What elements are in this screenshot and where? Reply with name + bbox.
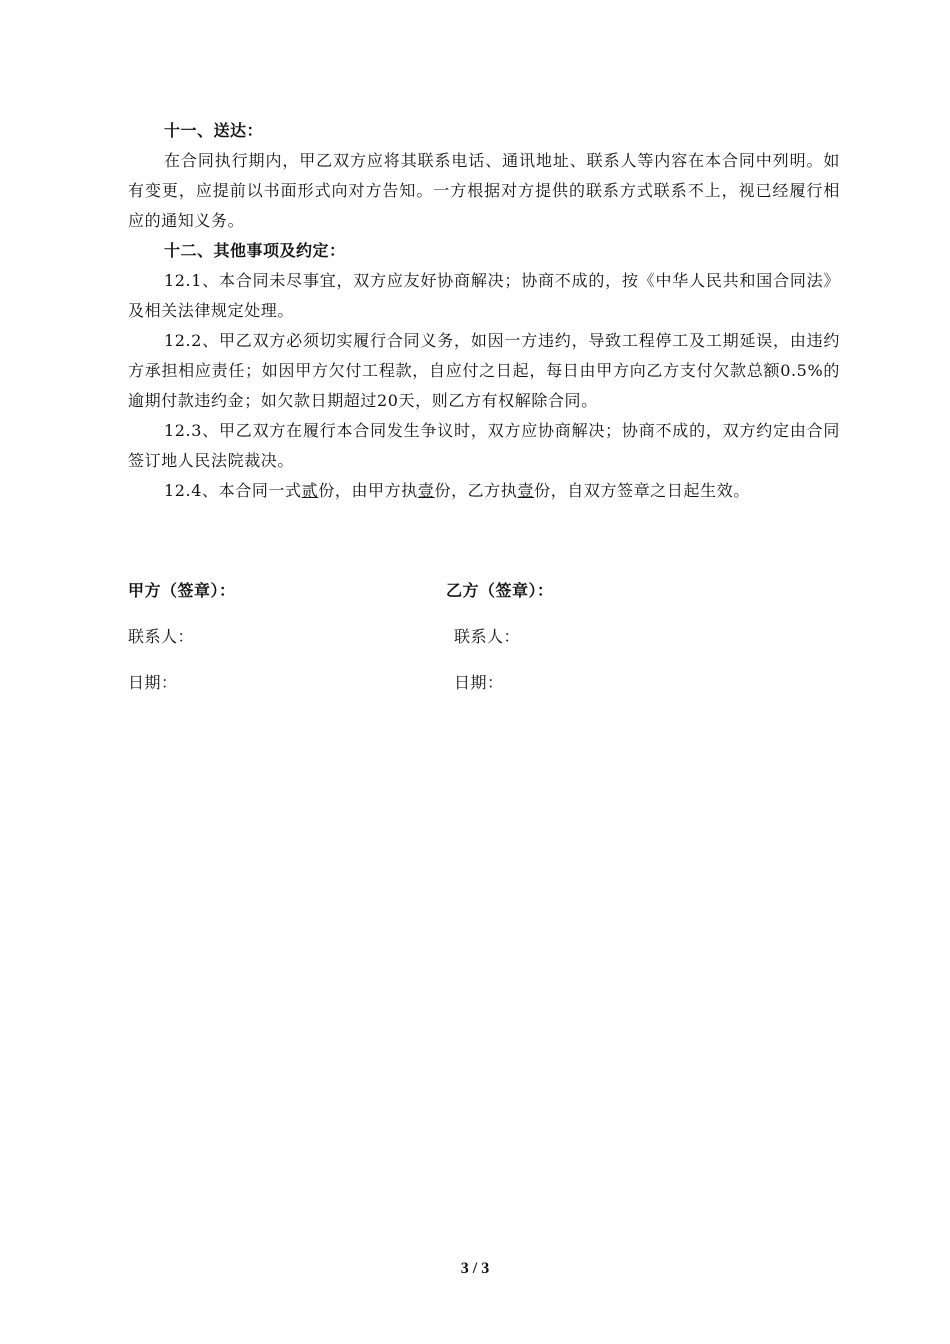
clause-12-4-text-3: 份，乙方执 — [434, 481, 518, 500]
section-12-heading: 十二、其他事项及约定： — [164, 241, 346, 260]
party-b-date-label: 日期： — [454, 673, 504, 692]
signature-row — [128, 576, 840, 622]
clause-12-4-text-1: 12.4、本合同一式 — [164, 481, 302, 500]
section-11-body: 在合同执行期内，甲乙双方应将其联系电话、通讯地址、联系人等内容在本合同中列明。如有变更，应提前以书面形式向对方告知。一方根据对方提供的联系方式联系不上，视已经履行相应的通知义务。 — [128, 151, 840, 230]
signature-block — [128, 576, 840, 714]
clause-12-2: 12.2、甲乙双方必须切实履行合同义务，如因一方违约，导致工程停工及工期延误，由违约方承担相应责任；如因甲方欠付工程款，自应付之日起，每日由甲方向乙方支付欠款总额0.5%的逾期付款违约金；如欠款日期超过20天，则乙方有权解除合同。 — [128, 331, 840, 410]
page-number: 3 / 3 — [460, 1260, 490, 1277]
contract-body — [128, 116, 840, 506]
party-a-date-label: 日期： — [128, 673, 178, 692]
party-a-signature-label: 甲方（签章）： — [128, 581, 236, 600]
party-b-signature-label: 乙方（签章）： — [446, 581, 554, 600]
contact-row — [128, 622, 840, 668]
clause-12-4-text-2: 份，由甲方执 — [318, 481, 418, 500]
clause-12-1: 12.1、本合同未尽事宜，双方应友好协商解决；协商不成的，按《中华人民共和国合同法》及相关法律规定处理。 — [128, 271, 840, 320]
copies-party-b: 壹 — [517, 481, 535, 500]
section-11-heading: 十一、送达： — [164, 121, 264, 140]
clause-12-4-text-4: 份，自双方签章之日起生效。 — [534, 481, 750, 500]
party-b-contact-label: 联系人： — [454, 627, 521, 646]
party-a-contact-label: 联系人： — [128, 627, 195, 646]
date-row — [128, 668, 840, 714]
clause-12-4 — [128, 476, 840, 506]
clause-12-3: 12.3、甲乙双方在履行本合同发生争议时，双方应协商解决；协商不成的，双方约定由合同签订地人民法院裁决。 — [128, 421, 840, 470]
copies-party-a: 壹 — [417, 481, 435, 500]
copies-total: 贰 — [301, 481, 319, 500]
